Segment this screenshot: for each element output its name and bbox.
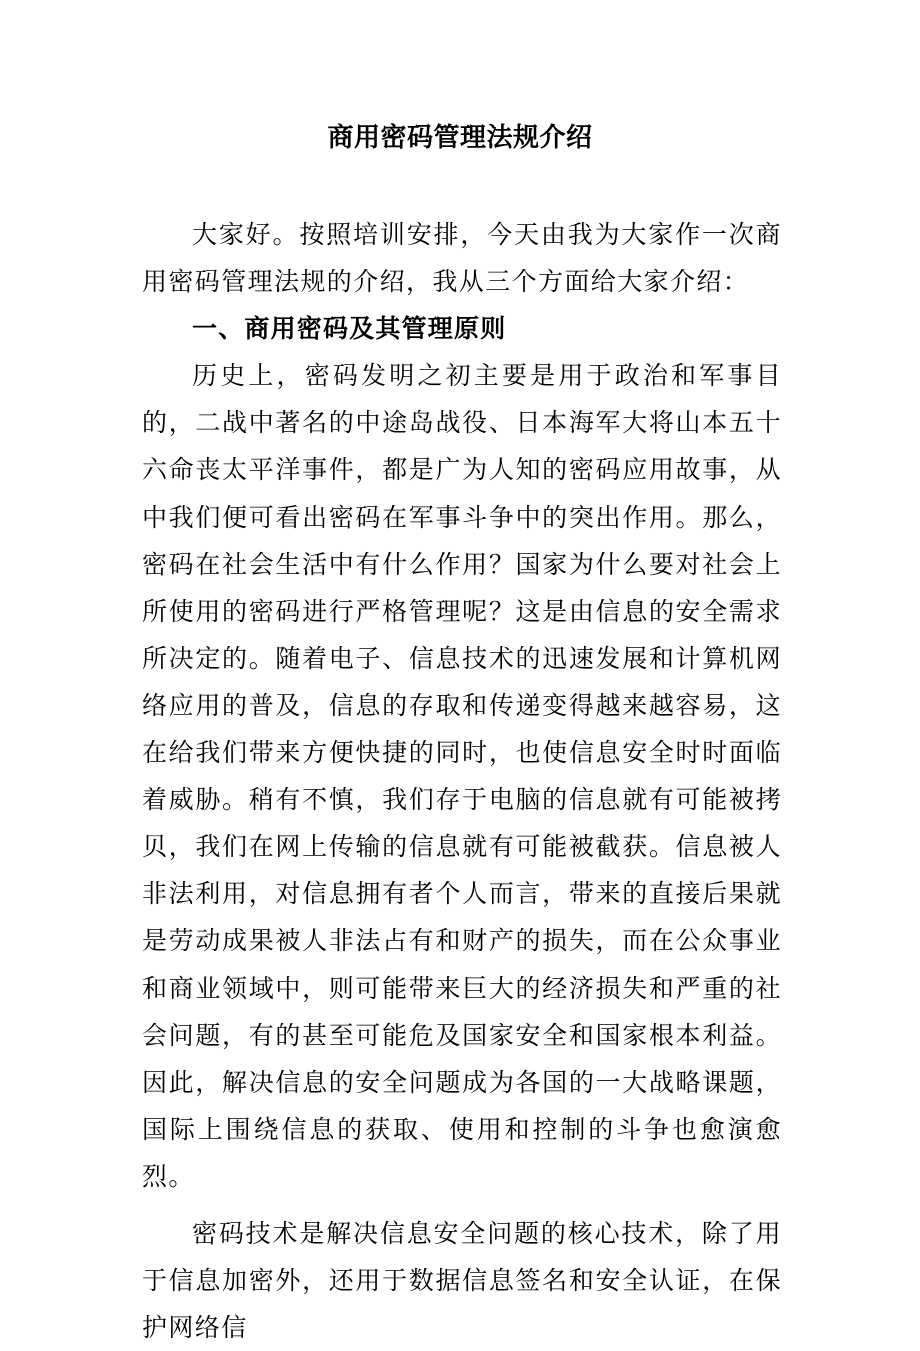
document-title: 商用密码管理法规介绍 bbox=[327, 123, 593, 153]
section-heading: 一、商用密码及其管理原则 bbox=[192, 314, 507, 344]
crypto-tech-paragraph: 密码技术是解决信息安全问题的核心技术，除了用于信息加密外，还用于数据信息签名和安全认证，在保护网络信 bbox=[142, 1218, 782, 1343]
intro-paragraph: 大家好。按照培训安排，今天由我为大家作一次商用密码管理法规的介绍，我从三个方面给大家介绍： bbox=[142, 220, 782, 297]
history-paragraph: 历史上，密码发明之初主要是用于政治和军事目的，二战中著名的中途岛战役、日本海军大将山本五十六命丧太平洋事件，都是广为人知的密码应用故事，从中我们便可看出密码在军事斗争中的突出作用。那么，密码在社会生活中有什么作用？国家为什么要对社会上所使用的密码进行严格管理呢？这是由信息的安全需求所决定的。随着电子、信息技术的迅速发展和计算机网络应用的普及，信息的存取和传递变得越来越容易，这在给我们带来方便快捷的同时，也使信息安全时时面临着威胁。稍有不慎，我们存于电脑的信息就有可能被拷贝，我们在网上传输的信息就有可能被截获。信息被人非法利用，对信息拥有者个人而言，带来的直接后果就是劳动成果被人非法占有和财产的损失，而在公众事业和商业领域中，则可能带来巨大的经济损失和严重的社会问题，有的甚至可能危及国家安全和国家根本利益。因此，解决信息的安全问题成为各国的一大战略课题，国际上围绕信息的获取、使用和控制的斗争也愈演愈烈。 bbox=[142, 361, 782, 1191]
document-body bbox=[142, 211, 782, 1351]
